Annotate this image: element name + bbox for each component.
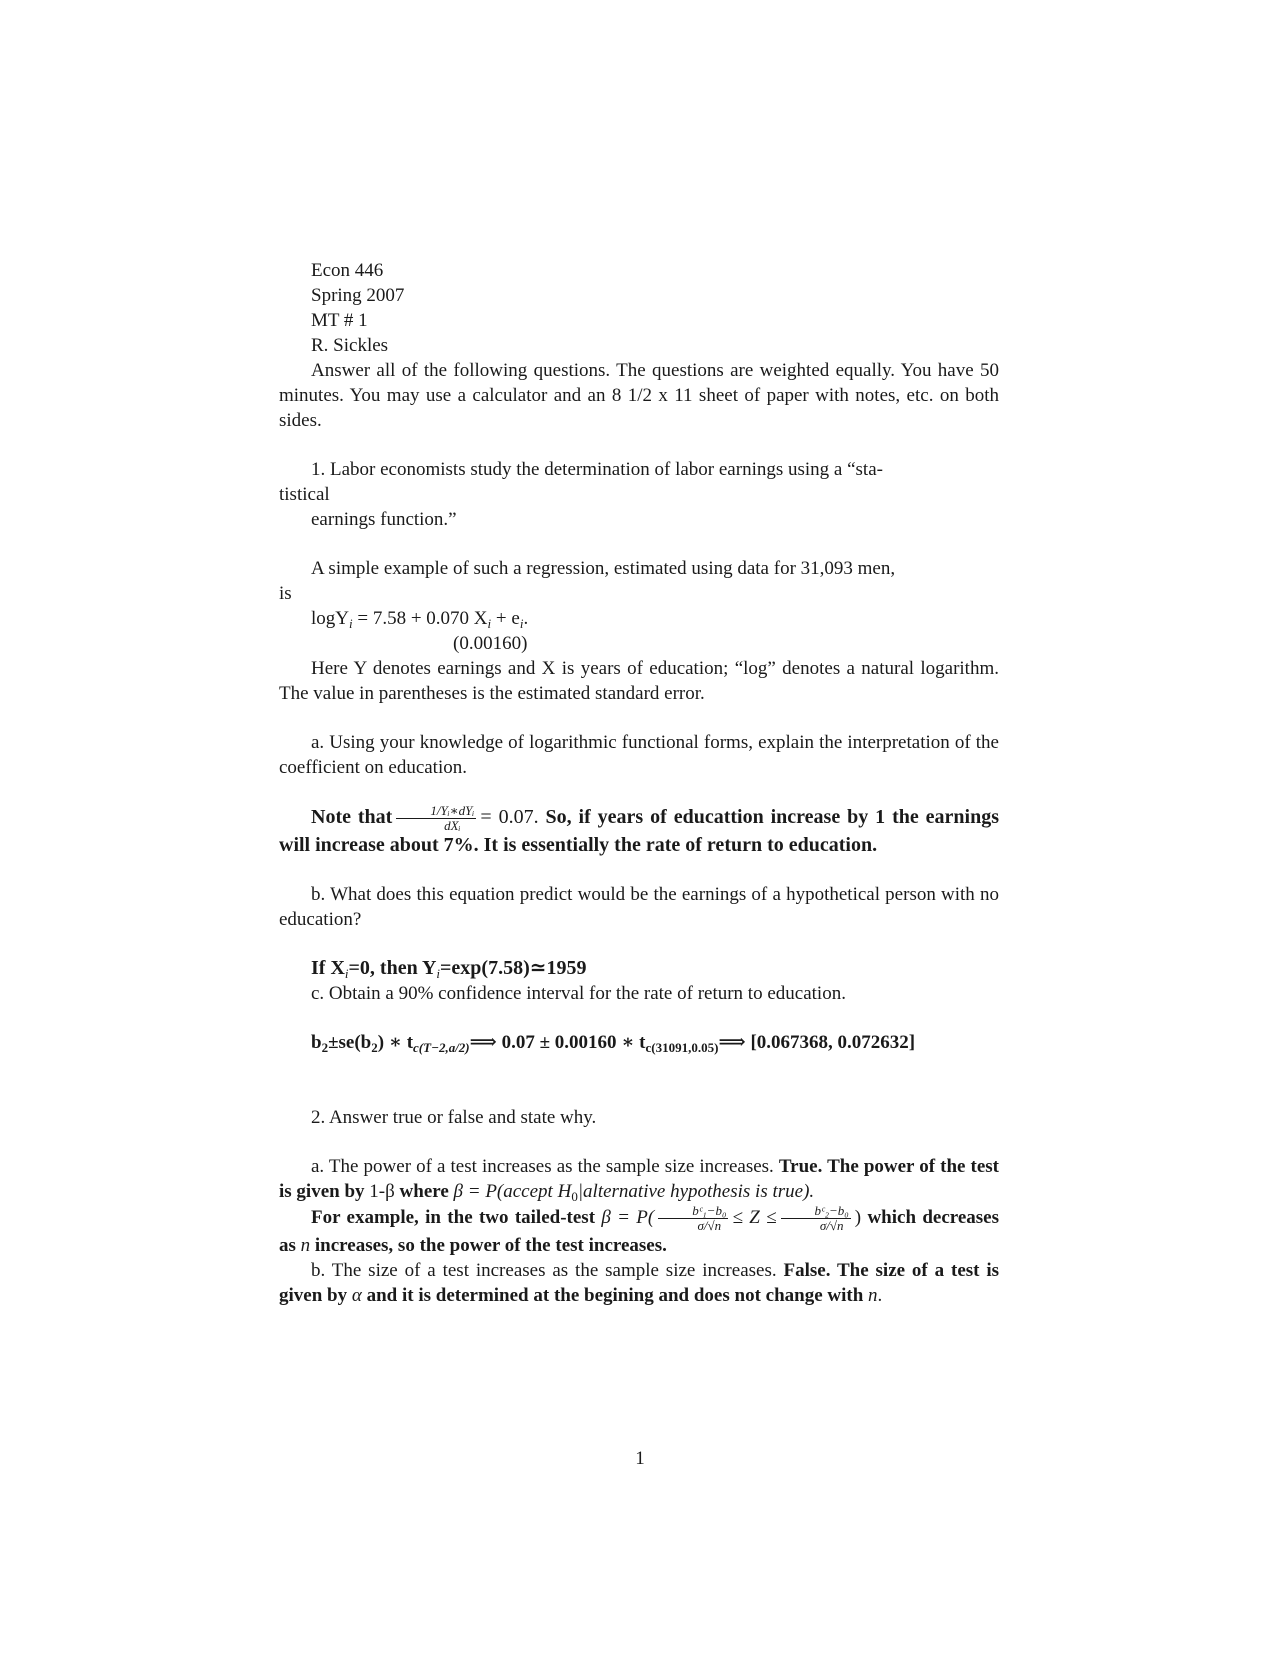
q1a-fraction: $\frac{\text{1/Yᵢ∗dYᵢ}}{\text{dXᵢ}}$ <box>396 804 476 833</box>
q2b: b. The size of a test increases as the sample size increases. False. The size of a test is given by α and it is determined at the begining and does not change with n. <box>279 1260 1000 1306</box>
q1-example-line2: is <box>279 583 292 604</box>
course-name: Econ 446 <box>311 260 384 281</box>
q2a-example: For example, in the two tailed-test β = P( $\frac{\text{bᶜ₁−b₀}}{\sigma/√n}$ ≤ Z ≤ $\frac{\text{bᶜ₂−b₀}}{\sigma/√n}$ ) which decreases as n increases, so the power of the test increases. <box>279 1203 1000 1256</box>
q2a: a. The power of a test increases as the sample size increases. True. The power of the test is given by 1-β where β = P(accept $H_0|alternative$ hypothesis is true). <box>279 1156 1000 1204</box>
standard-error: (0.00160) <box>453 633 528 654</box>
q2a-fraction-lower: $\frac{\text{bᶜ₁−b₀}}{\sigma/√n}$ <box>658 1204 728 1233</box>
instructions: Answer all of the following questions. The questions are weighted equally. You have 50 minutes. You may use a calculator and an 8 1/2 x 11 sheet of paper with notes, etc. on both sides. <box>279 360 999 431</box>
q1c-question: c. Obtain a 90% confidence interval for the rate of return to education. <box>311 983 846 1004</box>
exam-header <box>279 258 999 358</box>
exam-page <box>279 258 999 1308</box>
q1c-answer: $b_2\pm se(b_2)$ ∗ $t_{c(T-2,a/2)}⟹$ 0.07 ± 0.00160 ∗ $t_{c(31091,0.05)}⟹$ [0.067368, 0.072632] <box>311 1032 916 1055</box>
q1-intro-line3: earnings function.” <box>311 509 457 530</box>
q1b-answer: If $X_i=0$, then $Y_i=\exp(7.58)≃1959$ <box>311 957 587 981</box>
q1-intro-line2: tistical <box>279 484 330 505</box>
q1a-question: a. Using your knowledge of logarithmic functional forms, explain the interpretation of the coefficient on education. <box>279 732 999 778</box>
q2b-question: b. The size of a test increases as the sample size increases. <box>311 1260 777 1281</box>
question-2 <box>279 1105 999 1308</box>
q1-intro-line1: 1. Labor economists study the determination of labor earnings using a “sta- <box>311 459 883 480</box>
instructor: R. Sickles <box>311 335 389 356</box>
page-number: 1 <box>635 1448 645 1469</box>
q1-explanation: Here Y denotes earnings and X is years of education; “log” denotes a natural logarithm. The value in parentheses is the estimated standard error. <box>279 658 999 704</box>
q1a-answer: Note that $\frac{\text{1/Yᵢ∗dYᵢ}}{\text{dXᵢ}}$ = 0.07. So, if years of educattion increase by 1 the earnings will increase about 7%. It is essentially the rate of return to education. <box>279 803 999 856</box>
q2-intro: 2. Answer true or false and state why. <box>311 1107 597 1128</box>
regression-equation: logY$_i$ = 7.58 + 0.070 $X_i + e_i$. <box>311 608 529 631</box>
exam-title: MT # 1 <box>311 310 368 331</box>
q2a-answer-bold: True. The power of the test is given by <box>279 1156 1000 1202</box>
q1-example-line1: A simple example of such a regression, estimated using data for 31,093 men, <box>311 558 896 579</box>
term: Spring 2007 <box>311 285 405 306</box>
question-1 <box>279 457 999 1055</box>
q2a-question: a. The power of a test increases as the sample size increases. <box>311 1156 774 1177</box>
q1b-question: b. What does this equation predict would be the earnings of a hypothetical person with no education? <box>279 884 999 930</box>
q2a-fraction-upper: $\frac{\text{bᶜ₂−b₀}}{\sigma/√n}$ <box>781 1204 851 1233</box>
